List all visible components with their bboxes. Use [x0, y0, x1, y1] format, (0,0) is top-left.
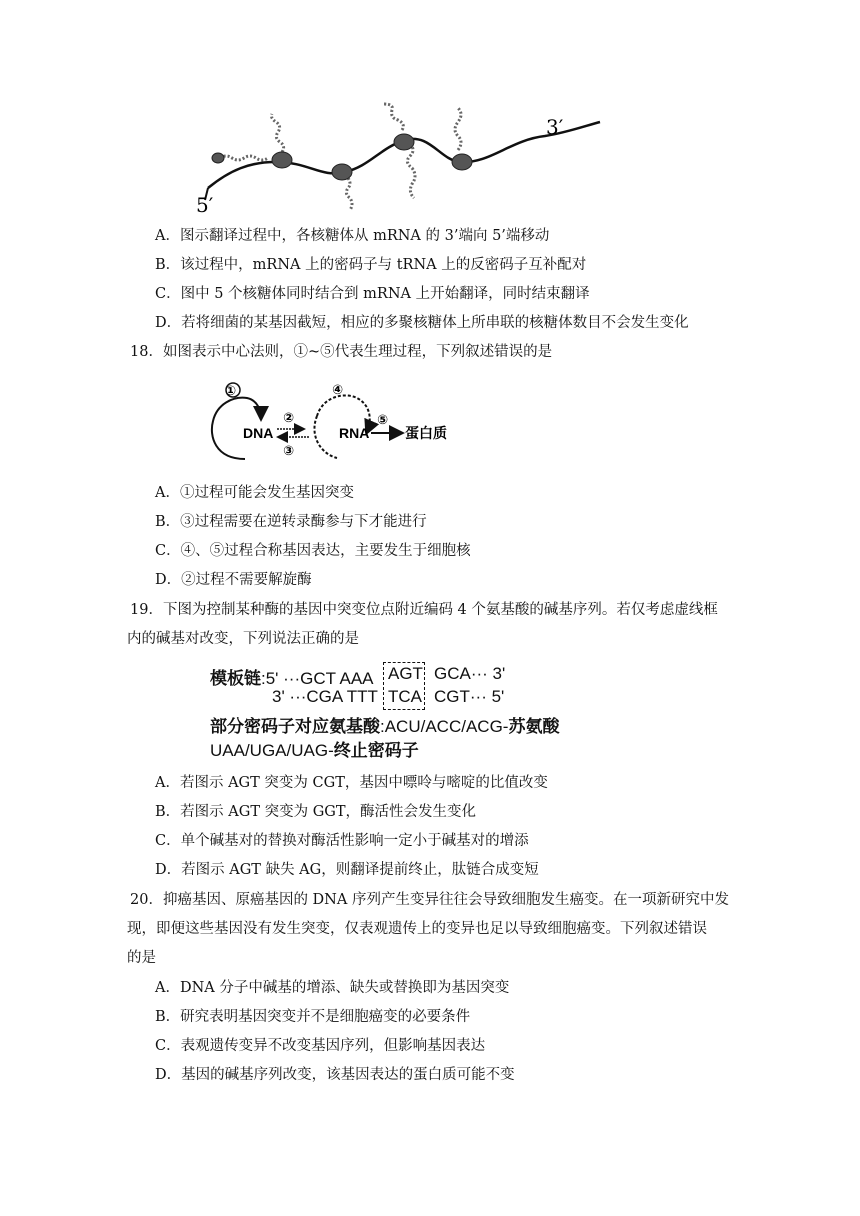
codon-line1-value: :ACU/ACC/ACG-: [380, 717, 509, 736]
polypeptide-chain: [220, 156, 268, 160]
q20-stem-line1: 20．抑癌基因、原癌基因的 DNA 序列产生变异往往会导致细胞发生癌变。在一项新研究中发: [130, 892, 729, 908]
q20-stem-line3: 的是: [127, 950, 156, 966]
polypeptide-chain: [346, 178, 352, 210]
row2-suffix: CGT··· 5': [434, 687, 505, 706]
q20-stem-line2: 现，即便这些基因没有发生突变，仅表观遗传上的变异也足以导致细胞癌变。下列叙述错误: [127, 921, 707, 937]
codon-label: 部分密码子对应氨基酸: [210, 717, 380, 737]
dna-label: DNA: [243, 425, 274, 441]
ribosome: [452, 154, 472, 170]
ribosome: [212, 153, 224, 163]
codon-line1-aa: 苏氨酸: [508, 717, 560, 737]
q17-option-b: B．该过程中，mRNA 上的密码子与 tRNA 上的反密码子互补配对: [155, 257, 587, 273]
label-1: ①: [225, 384, 237, 399]
q19-option-b: B．若图示 AGT 突变为 GGT，酶活性会发生变化: [155, 804, 477, 820]
row1-prefix: :5' ···GCT AAA: [261, 669, 374, 688]
q18-option-a: A．①过程可能会发生基因突变: [155, 485, 354, 501]
label-5-prime: 5′: [196, 193, 214, 217]
q20-option-c: C．表观遗传变异不改变基因序列，但影响基因表达: [155, 1038, 486, 1054]
label-4: ④: [332, 383, 344, 398]
polypeptide-chain: [455, 108, 461, 150]
q17-option-c: C．图中 5 个核糖体同时结合到 mRNA 上开始翻译，同时结束翻译: [155, 286, 590, 302]
ribosome: [394, 134, 414, 150]
q18-option-c: C．④、⑤过程合称基因表达，主要发生于细胞核: [155, 543, 471, 559]
ribosome: [332, 164, 352, 180]
q17-option-d: D．若将细菌的某基因截短，相应的多聚核糖体上所串联的核糖体数目不会发生变化: [155, 315, 689, 331]
row1-box: AGT: [388, 664, 423, 683]
label-2: ②: [283, 411, 295, 426]
sequence-figure: [210, 660, 610, 760]
q19-option-c: C．单个碱基对的替换对酶活性影响一定小于碱基对的增添: [155, 833, 529, 849]
label-5: ⑤: [377, 413, 389, 428]
central-dogma-figure: [205, 376, 455, 466]
q19-option-d: D．若图示 AGT 缺失 AG，则翻译提前终止，肽链合成变短: [155, 862, 539, 878]
polypeptide-chain: [272, 114, 284, 152]
codon-line2-value: UAA/UGA/UAG-: [210, 741, 334, 760]
q19-stem-line2: 内的碱基对改变，下列说法正确的是: [127, 631, 359, 647]
q18-stem: 18．如图表示中心法则，①~⑤代表生理过程，下列叙述错误的是: [130, 344, 553, 360]
polyribosome-figure: [190, 100, 610, 218]
q20-option-d: D．基因的碱基序列改变，该基因表达的蛋白质可能不变: [155, 1067, 515, 1083]
template-strand-label: 模板链: [210, 669, 261, 689]
q19-option-a: A．若图示 AGT 突变为 CGT，基因中嘌呤与嘧啶的比值改变: [155, 775, 548, 791]
row2-box: TCA: [388, 687, 422, 706]
mrna-strand: [208, 122, 600, 188]
row2-prefix: 3' ···CGA TTT: [272, 687, 378, 706]
ribosome: [272, 152, 292, 168]
q19-stem-line1: 19．下图为控制某种酶的基因中突变位点附近编码 4 个氨基酸的碱基序列。若仅考虑虚线框: [130, 602, 718, 618]
q20-option-a: A．DNA 分子中碱基的增添、缺失或替换即为基因突变: [155, 980, 510, 996]
label-3-prime: 3′: [546, 115, 564, 139]
protein-label: 蛋白质: [405, 426, 447, 442]
label-3: ③: [283, 444, 295, 459]
q18-option-b: B．③过程需要在逆转录酶参与下才能进行: [155, 514, 427, 530]
polypeptide-chain: [384, 104, 415, 198]
codon-line2-aa: 终止密码子: [333, 741, 419, 761]
rna-label: RNA: [339, 425, 370, 441]
row1-suffix: GCA··· 3': [434, 664, 506, 683]
q18-option-d: D．②过程不需要解旋酶: [155, 572, 312, 588]
mutation-dashed-box: [383, 662, 425, 710]
q17-option-a: A．图示翻译过程中，各核糖体从 mRNA 的 3’端向 5’端移动: [155, 228, 550, 244]
q20-option-b: B．研究表明基因突变并不是细胞癌变的必要条件: [155, 1009, 471, 1025]
